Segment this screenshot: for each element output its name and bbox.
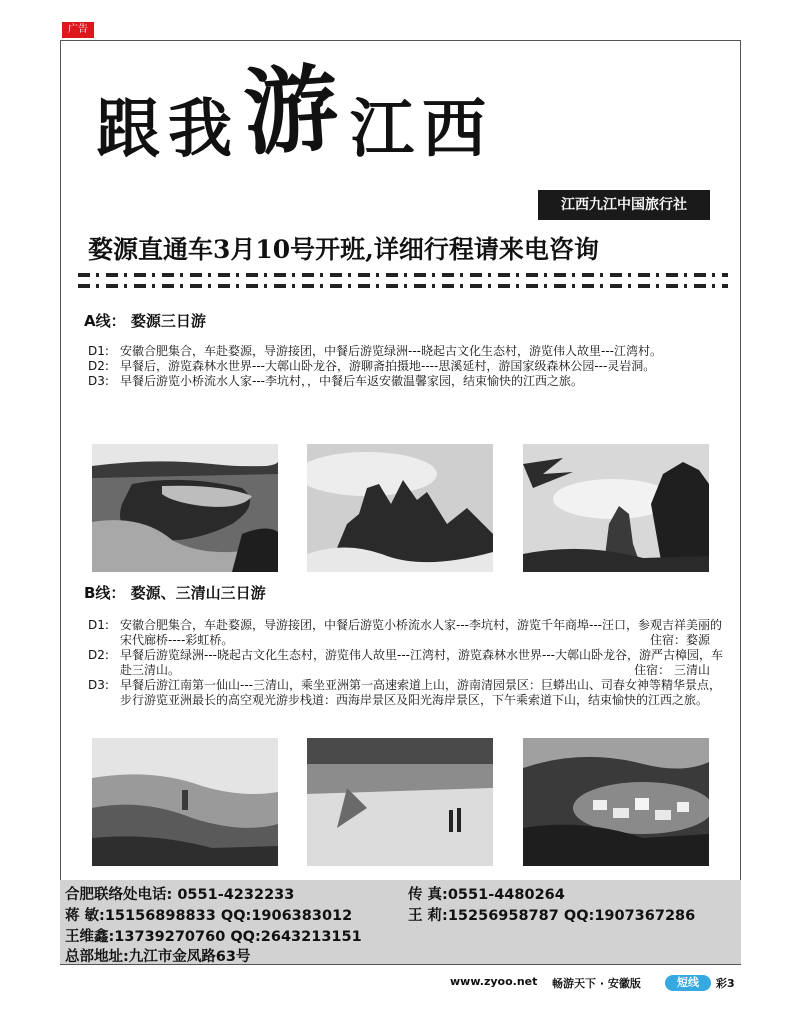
photo-village-houses	[523, 738, 709, 866]
category-badge: 短线	[665, 975, 711, 991]
dashed-divider	[78, 284, 728, 288]
contact-jiang-min: 蒋 敏:15156898833 QQ:1906383012	[65, 908, 353, 924]
day-text: 早餐后游览绿洲---晓起古文化生态村，游览伟人故里---江湾村，游览森林水世界---大鄣山卧龙谷，游严古樟园，车赴三清山。	[120, 648, 723, 677]
route-a-itinerary	[88, 344, 728, 389]
day-text: 早餐后游江南第一仙山---三清山，乘坐亚洲第一高速索道上山，游南清园景区：巨蟒出山、司春女神等精华景点，步行游览亚洲最长的高空观光游步栈道：西海岸景区及阳光海岸景区，下午乘索道下山，结束愉快的江西之旅。	[120, 678, 721, 707]
footer-brand: 畅游天下 · 安徽版	[552, 977, 641, 990]
day-label: D1:	[88, 344, 109, 358]
day-label: D3:	[88, 678, 109, 692]
title-part1: 跟我	[96, 92, 240, 167]
day-text: 安徽合肥集合，车赴婺源，导游接团，中餐后游览绿洲---晓起古文化生态村，游览伟人故里---江湾村。	[120, 344, 662, 358]
itinerary-day	[88, 344, 728, 359]
itinerary-day	[88, 678, 728, 708]
fax-number: 传 真:0551-4480264	[408, 887, 565, 903]
hefei-office-phone: 合肥联络处电话: 0551-4232233	[65, 887, 295, 903]
itinerary-day	[88, 359, 728, 374]
photo-river-village	[92, 444, 278, 572]
day-label: D3:	[88, 374, 109, 388]
contact-panel	[60, 880, 741, 964]
agency-label: 江西九江中国旅行社	[538, 190, 710, 220]
photo-rock-pine	[523, 444, 709, 572]
day-label: D1:	[88, 618, 109, 632]
day-text: 安徽合肥集合，车赴婺源，导游接团，中餐后游览小桥流水人家---李坑村，游览千年商埠---汪口，参观吉祥美丽的宋代廊桥----彩虹桥。	[120, 618, 722, 647]
itinerary-day	[88, 648, 728, 678]
day-label: D2:	[88, 648, 109, 662]
page-number: 彩3	[716, 977, 735, 990]
footer-url: www.zyoo.net	[450, 975, 538, 988]
lodging-note: 住宿： 三清山	[634, 663, 710, 677]
headline: 婺源直通车3月10号开班,详细行程请来电咨询	[88, 235, 599, 264]
route-a-title: A线： 婺源三日游	[84, 312, 206, 330]
lodging-note: 住宿：婺源	[649, 633, 710, 647]
day-text: 早餐后，游览森林水世界---大鄣山卧龙谷，游聊斋拍摄地----思溪延村，游国家级森林公园---灵岩洞。	[120, 359, 656, 373]
route-b-itinerary	[88, 618, 728, 708]
ad-tag: 广告	[62, 22, 94, 38]
title-part2: 江西	[350, 92, 495, 167]
day-label: D2:	[88, 359, 109, 373]
day-text: 早餐后游览小桥流水人家---李坑村，，中餐后车返安徽温馨家园，结束愉快的江西之旅。	[120, 374, 583, 388]
contact-wang-li: 王 莉:15256958787 QQ:1907367286	[408, 908, 696, 924]
route-b-title: B线： 婺源、三清山三日游	[84, 584, 266, 602]
photo-mountain-peak	[307, 444, 493, 572]
headquarters-address: 总部地址:九江市金凤路63号	[65, 949, 251, 965]
itinerary-day	[88, 374, 728, 389]
title-big-char: 游	[240, 52, 350, 170]
photo-misty-terraces	[92, 738, 278, 866]
itinerary-day	[88, 618, 728, 648]
photo-rapeseed-fields	[307, 738, 493, 866]
contact-wang-weixin: 王维鑫:13739270760 QQ:2643213151	[65, 929, 362, 945]
dashed-divider	[78, 273, 728, 277]
page-title	[96, 52, 656, 184]
